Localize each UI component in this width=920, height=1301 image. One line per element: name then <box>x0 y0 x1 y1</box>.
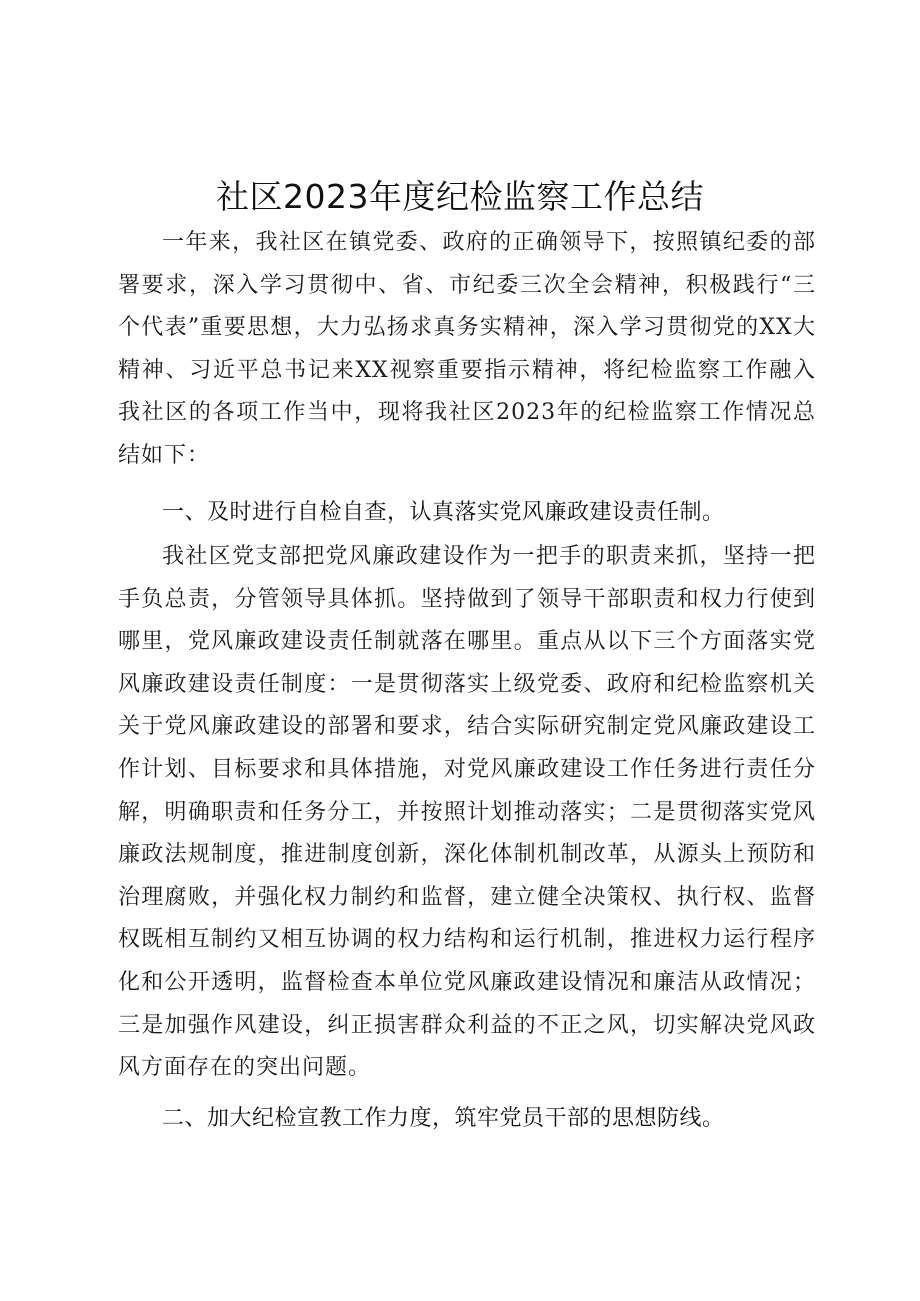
document-title: 社区2023年度纪检监察工作总结 <box>216 177 704 216</box>
section-heading-2: 二、加大纪检宣教工作力度，筑牢党员干部的思想防线。 <box>162 1106 725 1131</box>
section-paragraph-1: 我社区党支部把党风廉政建设作为一把手的职责来抓，坚持一把手负总责，分管领导具体抓。坚持做到了领导干部职责和权力行使到哪里，党风廉政建设责任制就落在哪里。重点从以下三个方面落实党风廉政建设责任制度：一是贯彻落实上级党委、政府和纪检监察机关关于党风廉政建设的部署和要求，结合实际研究制定党风廉政建设工作计划、目标要求和具体措施，对党风廉政建设工作任务进行责任分解，明确职责和任务分工，并按照计划推动落实；二是贯彻落实党风廉政法规制度，推进制度创新，深化体制机制改革，从源头上预防和治理腐败，并强化权力制约和监督，建立健全决策权、执行权、监督权既相互制约又相互协调的权力结构和运行机制，推进权力运行程序化和公开透明，监督检查本单位党风廉政建设情况和廉洁从政情况；三是加强作风建设，纠正损害群众利益的不正之风，切实解决党风政风方面存在的突出问题。 <box>118 544 816 1081</box>
section-heading-1: 一、及时进行自检自查，认真落实党风廉政建设责任制。 <box>162 500 725 525</box>
intro-paragraph: 一年来，我社区在镇党委、政府的正确领导下，按照镇纪委的部署要求，深入学习贯彻中、省、市纪委三次全会精神，积极践行“三个代表”重要思想，大力弘扬求真务实精神，深入学习贯彻党的XX大精神、习近平总书记来XX视察重要指示精神，将纪检监察工作融入我社区的各项工作当中，现将我社区2023年的纪检监察工作情况总结如下： <box>118 230 816 468</box>
